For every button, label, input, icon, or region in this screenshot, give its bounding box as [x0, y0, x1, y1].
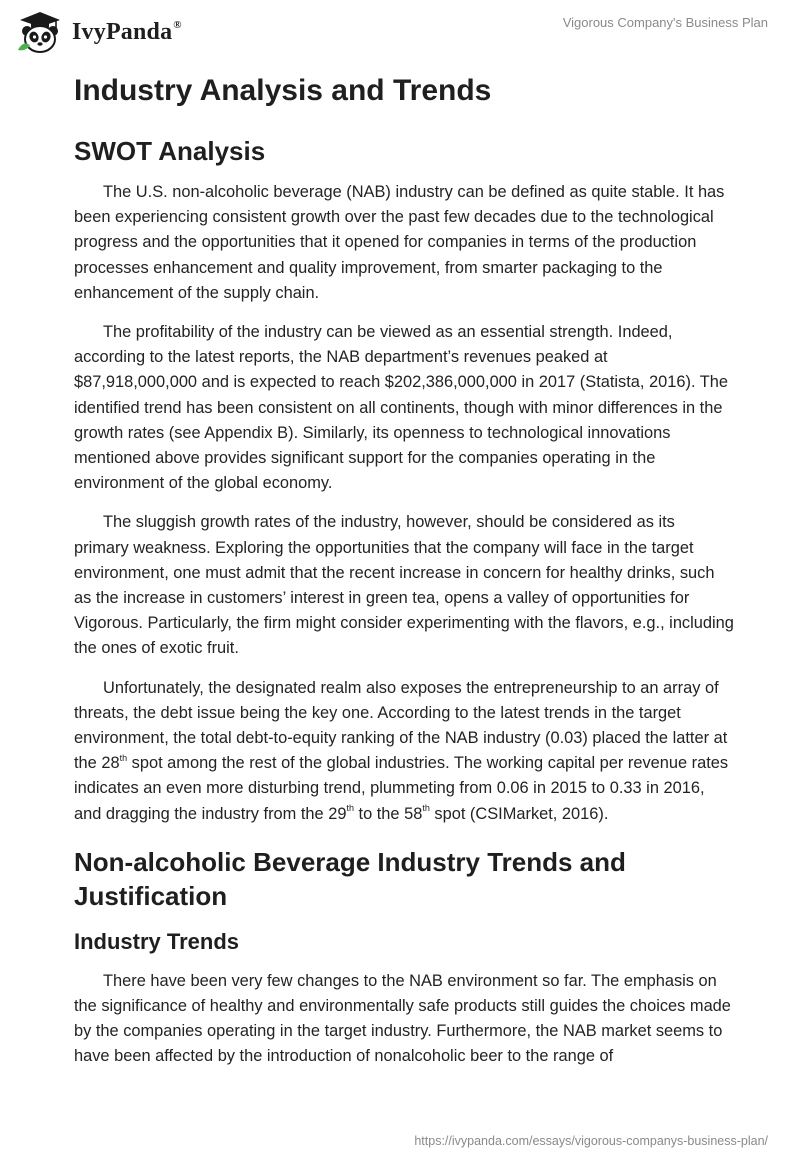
- page-header: [0, 0, 800, 62]
- document-title: Vigorous Company's Business Plan: [562, 15, 768, 30]
- paragraph-5: There have been very few changes to the NAB environment so far. The emphasis on the significance of healthy and environmentally safe products still guides the choices made by the companies operating in the target industry. Furthermore, the NAB market seems to have been affected by the introduction of nonalcoholic beer to the range of: [74, 971, 731, 1066]
- brand-text: IvyPanda: [72, 18, 173, 45]
- page-title: Industry Analysis and Trends: [74, 74, 492, 107]
- brand-name: [72, 19, 182, 46]
- panda-graduate-icon: [16, 10, 64, 54]
- paragraph-4: [74, 676, 734, 827]
- section-heading-nab-trends: Non-alcoholic Beverage Industry Trends and Justification: [74, 846, 626, 911]
- ordinal-suffix: th: [119, 752, 128, 763]
- paragraph-4-part-a: Unfortunately, the designated realm also exposes the entrepreneurship to an array of threats, the debt issue being the key one. According to the latest trends in the target environment, the total debt-to-equity ranking of the NAB industry (0.03) placed the latter at the 28: [74, 678, 728, 773]
- article-content: [74, 72, 734, 1070]
- paragraph-4-part-b: spot among the rest of the global industries. The working capital per revenue rates indicates an even more disturbing trend, plummeting from 0.06 in 2015 to 0.33 in 2016, and dragging the industry from the 29: [74, 754, 729, 823]
- ivypanda-logo[interactable]: [16, 10, 182, 54]
- registered-mark: ®: [173, 18, 182, 31]
- subsection-heading-industry-trends: Industry Trends: [74, 928, 240, 954]
- paragraph-4-part-d: spot (CSIMarket, 2016).: [429, 804, 609, 823]
- paragraph-3: The sluggish growth rates of the industry, however, should be considered as its primary weakness. Exploring the opportunities that the company will face in the target environment, one must admit that the recent increase in concern for healthy drinks, such as the increase in customers’ interest in green tea, opens a valley of opportunities for Vigorous. Particularly, the firm might consider experimenting with the flavors, e.g., including the ones of exotic fruit.: [74, 513, 734, 658]
- paragraph-4-part-c: to the 58: [353, 804, 423, 823]
- paragraph-2: The profitability of the industry can be viewed as an essential strength. Indeed, according to the latest reports, the NAB department’s revenues peaked at $87,918,000,000 and is expected to reach $202,386,000,000 in 2017 (Statista, 2016). The identified trend has been consistent on all continents, though with minor differences in the growth rates (see Appendix B). Similarly, its openness to technological innovations mentioned above provides significant support for the companies operating in the environment of the global economy.: [74, 323, 729, 493]
- paragraph-1: The U.S. non-alcoholic beverage (NAB) industry can be defined as quite stable. It has been experiencing consistent growth over the past few decades due to the technological progress and the opportunities that it opened for companies in terms of the production processes enhancement and quality improvement, from smarter packaging to the enhancement of the supply chain.: [74, 183, 725, 302]
- ordinal-suffix: th: [346, 803, 354, 814]
- footer-source-url[interactable]: https://ivypanda.com/essays/vigorous-companys-business-plan/: [414, 1134, 768, 1148]
- ordinal-suffix: th: [422, 803, 430, 814]
- section-heading-swot: SWOT Analysis: [74, 136, 266, 166]
